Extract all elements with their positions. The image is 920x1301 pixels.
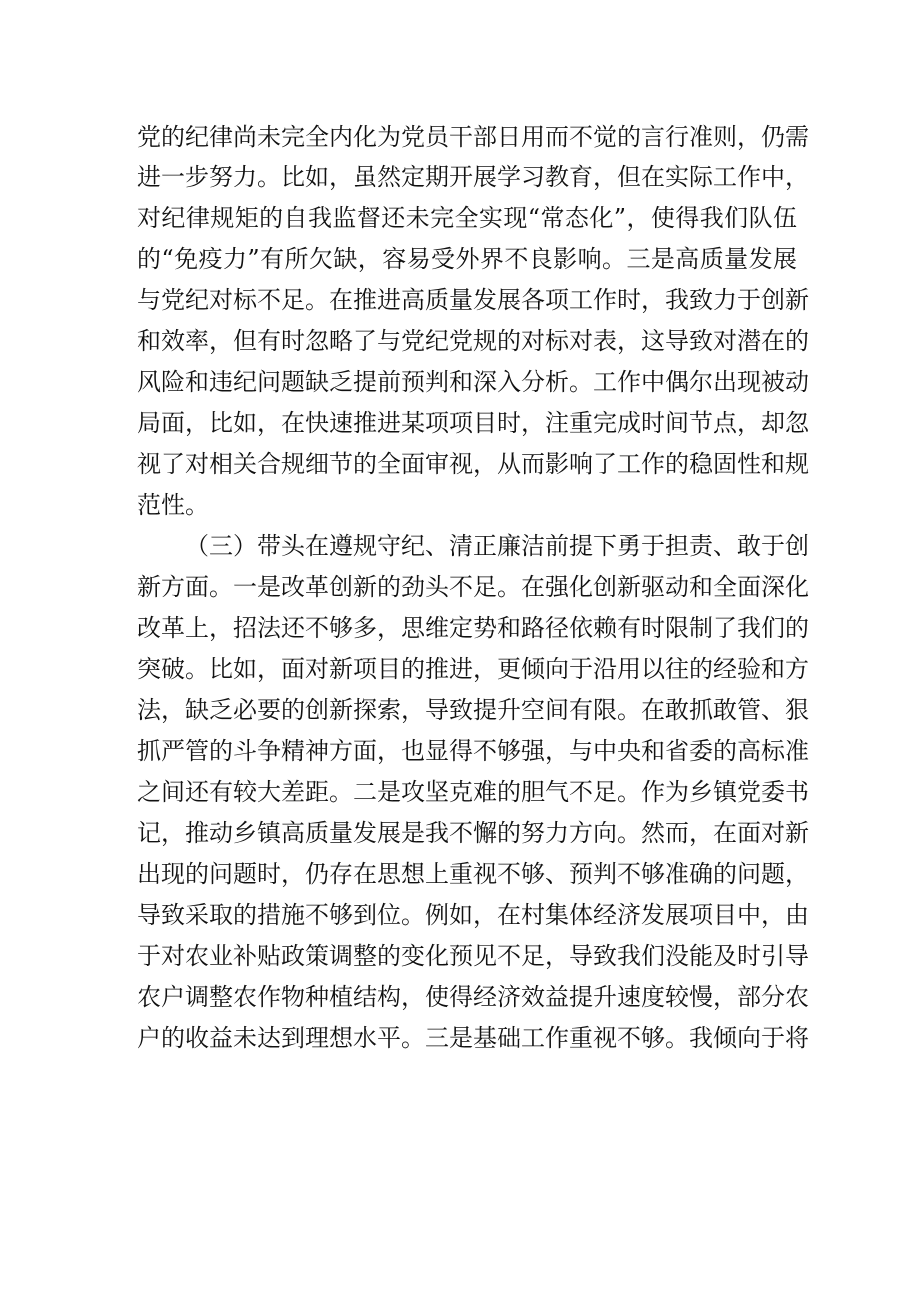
text-line: 导致采取的措施不够到位。例如，在村集体经济发展项目中，由 — [137, 901, 809, 929]
text-line: 和效率，但有时忽略了与党纪党规的对标对表，这导致对潜在的 — [137, 327, 809, 355]
text-line: 于对农业补贴政策调整的变化预见不足，导致我们没能及时引导 — [137, 942, 809, 970]
text-line: 记，推动乡镇高质量发展是我不懈的努力方向。然而，在面对新 — [137, 819, 809, 847]
text-line: 农户调整农作物种植结构，使得经济效益提升速度较慢，部分农 — [137, 983, 809, 1011]
text-line: 与党纪对标不足。在推进高质量发展各项工作时，我致力于创新 — [137, 286, 809, 314]
text-line: 法，缺乏必要的创新探索，导致提升空间有限。在敢抓敢管、狠 — [137, 696, 809, 724]
text-line: 风险和违纪问题缺乏提前预判和深入分析。工作中偶尔出现被动 — [137, 368, 809, 396]
text-line: 新方面。一是改革创新的劲头不足。在强化创新驱动和全面深化 — [137, 573, 809, 601]
text-line: 突破。比如，面对新项目的推进，更倾向于沿用以往的经验和方 — [137, 655, 809, 683]
text-line: 视了对相关合规细节的全面审视，从而影响了工作的稳固性和规 — [137, 450, 809, 478]
text-line: 抓严管的斗争精神方面，也显得不够强，与中央和省委的高标准 — [137, 737, 809, 765]
text-line: 进一步努力。比如，虽然定期开展学习教育，但在实际工作中， — [137, 163, 809, 191]
text-line: 的“免疫力”有所欠缺，容易受外界不良影响。三是高质量发展 — [137, 245, 797, 273]
text-line: 之间还有较大差距。二是攻坚克难的胆气不足。作为乡镇党委书 — [137, 778, 809, 806]
section-heading-line: （三）带头在遵规守纪、清正廉洁前提下勇于担责、敢于创 — [185, 532, 809, 560]
text-line: 出现的问题时，仍存在思想上重视不够、预判不够准确的问题， — [137, 860, 809, 888]
text-line: 范性。 — [137, 491, 209, 519]
text-line: 户的收益未达到理想水平。三是基础工作重视不够。我倾向于将 — [137, 1024, 809, 1052]
text-line: 局面，比如，在快速推进某项项目时，注重完成时间节点，却忽 — [137, 409, 809, 437]
text-line: 改革上，招法还不够多，思维定势和路径依赖有时限制了我们的 — [137, 614, 809, 642]
text-line: 对纪律规矩的自我监督还未完全实现“常态化”，使得我们队伍 — [137, 204, 797, 232]
text-line: 党的纪律尚未完全内化为党员干部日用而不觉的言行准则，仍需 — [137, 123, 809, 151]
